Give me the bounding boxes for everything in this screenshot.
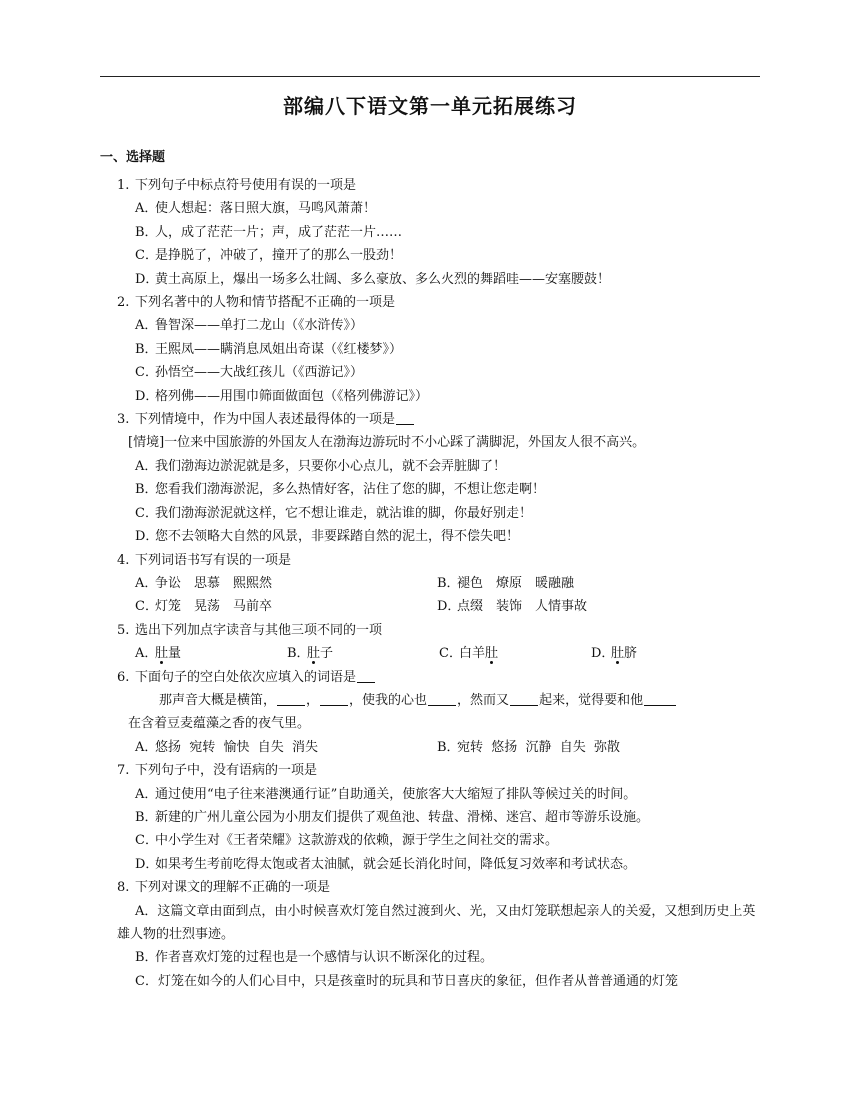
option-b: B．肚子 — [287, 646, 334, 662]
option-a: A．悠扬 宛转 愉快 自失 消失 — [135, 739, 319, 755]
fill-blank[interactable] — [320, 691, 348, 706]
fill-blank[interactable] — [428, 691, 456, 706]
option-b: B．褪色 燎原 暖融融 — [437, 575, 575, 591]
option-b: B．新建的广州儿童公园为小朋友们提供了观鱼池、转盘、滑梯、迷宫、超市等游乐设施。 — [135, 809, 650, 825]
question-stem: 下列情境中，作为中国人表述最得体的一项是 — [135, 412, 396, 428]
question-7 — [100, 759, 762, 782]
fill-blank[interactable] — [277, 691, 305, 706]
passage-line-1: 那声音大概是横笛， ， ，使我的心也 ，然而又 起来，觉得要和他 — [100, 689, 762, 712]
answer-blank[interactable] — [396, 410, 414, 425]
option-c: C．中小学生对《王者荣耀》这款游戏的依赖，源于学生之间社交的需求。 — [135, 833, 559, 849]
option-c: C．灯笼在如今的人们心目中，只是孩童时的玩具和节日喜庆的象征，但作者从普普通通的灯笼 — [135, 973, 678, 989]
question-5 — [100, 619, 762, 642]
question-number: 1. — [117, 178, 130, 193]
question-list — [100, 174, 762, 993]
fill-blank[interactable] — [644, 691, 676, 706]
page-title: 部编八下语文第一单元拓展练习 — [283, 94, 577, 118]
emphasis-dot-char: 肚 — [485, 646, 499, 662]
option-d: D．您不去领略大自然的风景，非要踩踏自然的泥土，得不偿失吧！ — [135, 529, 520, 545]
option-c: C．孙悟空——大战红孩儿（《西游记》） — [135, 365, 364, 381]
option-b: B．人，成了茫茫一片；声，成了茫茫一片…… — [135, 224, 403, 240]
option-a: A．我们渤海边淤泥就是多，只要你小心点儿，就不会弄脏脚了！ — [135, 458, 507, 474]
option-d: D．黄土高原上，爆出一场多么壮阔、多么豪放、多么火烈的舞蹈哇——安塞腰鼓！ — [135, 271, 611, 287]
option-row — [100, 736, 762, 759]
question-6 — [100, 666, 762, 689]
option-row — [100, 595, 762, 618]
question-context: [情境]一位来中国旅游的外国友人在渤海边游玩时不小心踩了满脚泥，外国友人很不高兴。 — [128, 435, 646, 451]
question-number: 8. — [117, 880, 130, 896]
option-b: B．您看我们渤海淤泥，多么热情好客，沾住了您的脚，不想让您走啊！ — [135, 482, 546, 498]
question-stem: 下面句子的空白处依次应填入的词语是 — [135, 669, 357, 685]
question-stem: 下列对课文的理解不正确的一项是 — [135, 880, 331, 896]
option-a: A．争讼 思慕 熙熙然 — [135, 575, 273, 591]
question-1 — [100, 174, 762, 197]
question-number: 3. — [117, 412, 130, 428]
question-4 — [100, 549, 762, 572]
option-b: B．作者喜欢灯笼的过程也是一个感情与认识不断深化的过程。 — [135, 950, 494, 966]
option-c: C．我们渤海淤泥就这样，它不想让谁走，就沾谁的脚，你最好别走！ — [135, 505, 533, 521]
emphasis-dot-char: 肚 — [307, 646, 321, 662]
answer-blank[interactable] — [357, 668, 375, 683]
question-number: 7. — [117, 763, 130, 779]
option-a: A．肚量 — [135, 646, 182, 662]
emphasis-dot-char: 肚 — [611, 646, 625, 662]
fill-blank[interactable] — [510, 691, 538, 706]
question-stem: 选出下列加点字读音与其他三项不同的一项 — [135, 622, 383, 638]
question-stem: 下列名著中的人物和情节搭配不正确的一项是 — [135, 295, 396, 311]
question-stem: 下列句子中，没有语病的一项是 — [135, 763, 318, 779]
question-number: 2. — [117, 295, 130, 311]
option-d: D．如果考生考前吃得太饱或者太油腻，就会延长消化时间，降低复习效率和考试状态。 — [135, 856, 637, 872]
header-rule — [100, 76, 760, 77]
option-row — [100, 572, 762, 595]
question-8 — [100, 876, 762, 899]
question-number: 6. — [117, 669, 130, 685]
option-d: D．格列佛——用围巾筛面做面包（《格列佛游记》） — [135, 388, 429, 404]
question-number: 5. — [117, 622, 130, 638]
question-stem: 下列句子中标点符号使用有误的一项是 — [135, 178, 357, 193]
question-3 — [100, 408, 762, 431]
question-stem: 下列词语书写有误的一项是 — [135, 552, 292, 568]
question-2 — [100, 291, 762, 314]
option-d: D．肚脐 — [591, 646, 638, 662]
section-heading: 一、选择题 — [100, 150, 166, 165]
option-b: B．宛转 悠扬 沉静 自失 弥散 — [437, 739, 621, 755]
option-c: C．灯笼 晃荡 马前卒 — [135, 599, 273, 615]
option-c: C．是挣脱了，冲破了，撞开了的那么一股劲！ — [135, 248, 403, 264]
option-a: A．这篇文章由面到点，由小时候喜欢灯笼自然过渡到火、光，又由灯笼联想起亲人的关爱，又想到历史上英雄人物的壮烈事迹。 — [117, 903, 756, 942]
option-c: C．白羊肚 — [439, 646, 499, 662]
emphasis-dot-char: 肚 — [155, 646, 169, 662]
passage-line-2: 在含着豆麦蕴藻之香的夜气里。 — [128, 716, 311, 732]
option-b: B．王熙凤——瞒消息凤姐出奇谋（《红楼梦》） — [135, 341, 403, 357]
option-d: D．点缀 装饰 人情事故 — [437, 599, 588, 615]
option-a: A．鲁智深——单打二龙山（《水浒传》） — [135, 318, 364, 334]
option-row — [100, 642, 762, 665]
option-a: A．通过使用“电子往来港澳通行证”自助通关，使旅客大大缩短了排队等候过关的时间。 — [135, 786, 637, 802]
question-number: 4. — [117, 552, 130, 568]
option-a: A．使人想起：落日照大旗，马鸣风萧萧！ — [135, 201, 377, 217]
